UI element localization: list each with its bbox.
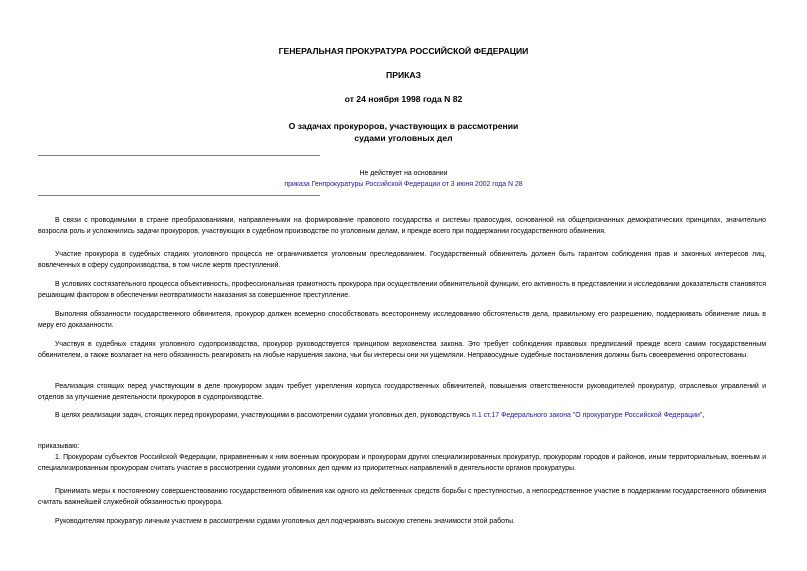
paragraph-4: Выполняя обязанности государственного обвинителя, прокурор должен всемерно способствовать всестороннему исследованию обстоятельств дела, правильному его разрешению, поддерживать обвинение лишь в меру его доказанности.	[38, 311, 766, 329]
title-line-1: О задачах прокуроров, участвующих в рассмотрении	[288, 121, 519, 131]
paragraph-1: В связи с проводимыми в стране преобразованиями, направленными на формирование правового государства и системы правосудия, основанной на общепризнанных демократических принципах, значительно возросла роль и усложнились задачи прокуроров, участвующих в судебном производстве по уголовным делам, и прежде всего при поддержании государственного обвинения.	[38, 217, 766, 235]
order-item-1: 1. Прокурорам субъектов Российской Федерации, приравненным к ним военным прокурорам и прокурорам других специализированных прокуратур, прокурорам городов и районов, иным территориальным, военным и специализированным прокурорам считать участие в рассмотрении судами уголовных дел одним из приоритетных направлений в деятельности органов прокуратуры.	[38, 454, 766, 472]
document-date: от 24 ноября 1998 года N 82	[344, 94, 463, 104]
order-item-1-paragraph-3: Руководителям прокуратур личным участием в рассмотрении судами уголовных дел подчеркивать высокую степень значимости этой работы.	[55, 518, 515, 525]
paragraph-2: Участие прокурора в судебных стадиях уголовного процесса не ограничивается уголовным преследованием. Государственный обвинитель должен быть гарантом соблюдения прав и законных интересов лиц, вовлеченных в сферу судопроизводства, в том числе жертв преступлений.	[38, 251, 766, 269]
order-item-1-paragraph-2: Принимать меры к постоянному совершенствованию государственного обвинения как одного из действенных средств борьбы с преступностью, а непосредственное участие в поддержании государственного обвинения считать важнейшей служебной обязанностью прокурора.	[38, 488, 766, 506]
paragraph-7	[38, 411, 766, 422]
paragraph-3: В условиях состязательного процесса объективность, профессиональная грамотность прокурора при осуществлении обвинительной функции, его активность в представлении и исследовании доказательств становятся решающим фактором в обеспечении неотвратимости наказания за совершенное преступление.	[38, 281, 766, 299]
title-line-2: судами уголовных дел	[354, 133, 453, 143]
divider-top	[38, 155, 320, 156]
federal-law-link[interactable]: п.1 ст.17 Федерального закона "О прокуратуре Российской Федерации"	[472, 412, 703, 419]
status-note-container	[0, 181, 807, 188]
status-note-link[interactable]: приказа Генпрокуратуры Российской Федерации от 3 июня 2002 года N 28	[284, 181, 523, 188]
paragraph-7-tail: ,	[702, 412, 705, 419]
paragraph-5: Участвуя в судебных стадиях уголовного судопроизводства, прокурор руководствуется принципом верховенства закона. Это требует соблюдения правовых предписаний прежде всего самим государственным обвинителем, а также возлагает на него обязанность реагировать на любые нарушения закона, чьи бы интересы они ни ущемляли. Неправосудные судебные постановления должны быть своевременно опротестованы.	[38, 341, 766, 359]
divider-bottom	[38, 195, 320, 196]
order-word: приказываю:	[38, 443, 80, 450]
paragraph-7-text: В целях реализации задач, стоящих перед прокурорами, участвующими в рассмотрении судами уголовных дел, руководствуясь	[55, 412, 473, 419]
document-type-heading: ПРИКАЗ	[386, 70, 421, 80]
organization-heading: ГЕНЕРАЛЬНАЯ ПРОКУРАТУРА РОССИЙСКОЙ ФЕДЕРАЦИИ	[278, 46, 529, 56]
paragraph-6: Реализация стоящих перед участвующим в деле прокурором задач требует укрепления корпуса государственных обвинителей, повышения ответственности руководителей прокуратур, отраслевых управлений и отделов за улучшение деятельности прокуроров в судопроизводстве.	[38, 383, 766, 401]
status-note-text: Не действует на основании	[359, 170, 448, 177]
